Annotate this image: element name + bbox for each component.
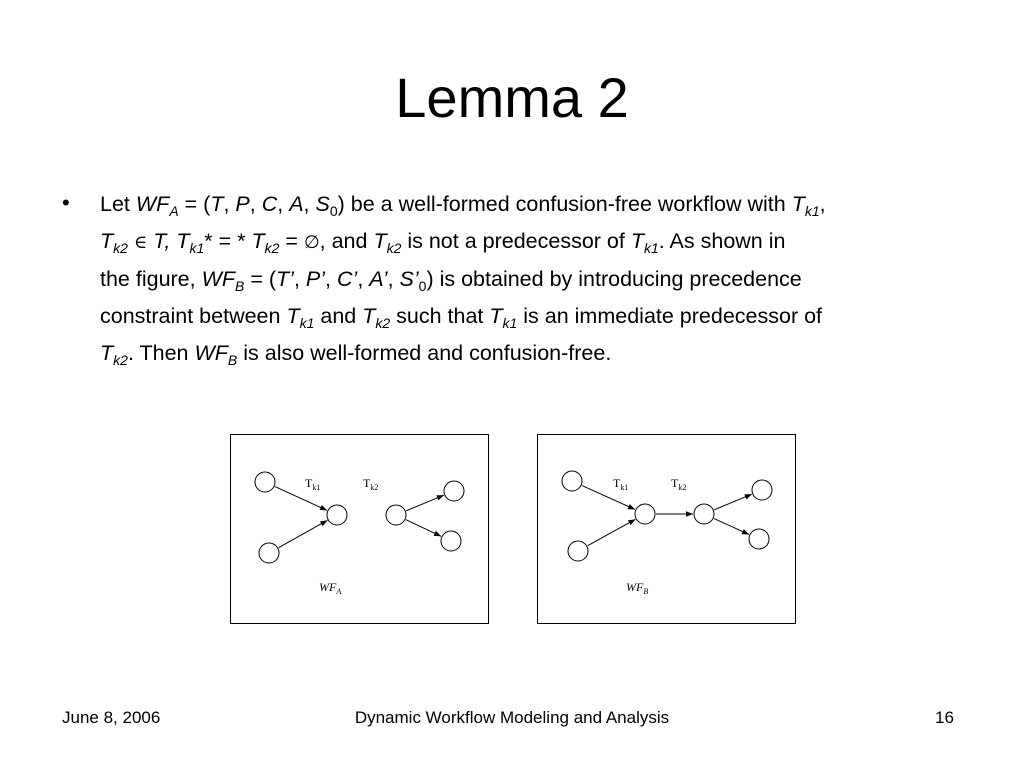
lemma-line <box>100 298 980 335</box>
workflow-label <box>626 580 648 596</box>
text-run: Let <box>100 192 136 216</box>
flow-arrow <box>588 519 636 545</box>
output-place-bottom <box>749 529 769 549</box>
workflow-label-main: WF <box>319 580 337 594</box>
workflow-label-main: WF <box>626 580 644 594</box>
text-run: , <box>277 192 290 216</box>
input-place-top <box>562 471 582 491</box>
text-run: , <box>819 192 826 216</box>
subscript: B <box>235 278 245 294</box>
input-place-bottom <box>259 543 279 563</box>
math-symbol: T, T <box>153 229 190 253</box>
label-tk2-main: T <box>671 476 679 490</box>
math-symbol: P’ <box>305 267 326 291</box>
text-run: , <box>293 267 306 291</box>
label-tk2 <box>671 476 686 492</box>
text-run: . As shown in <box>658 229 786 253</box>
label-tk1-sub: k1 <box>312 483 321 492</box>
math-symbol: WF <box>201 267 236 291</box>
page-number: 16 <box>935 708 954 727</box>
math-symbol: WF <box>194 341 228 365</box>
subscript: k2 <box>375 315 391 331</box>
text-run: = ( <box>178 192 211 216</box>
label-tk1-main: T <box>613 476 621 490</box>
text-run: and <box>314 304 363 328</box>
text-run: , <box>223 192 236 216</box>
math-symbol: T <box>373 229 387 253</box>
math-symbol: C <box>261 192 278 216</box>
subscript: k1 <box>299 315 315 331</box>
text-run: , <box>303 192 316 216</box>
text-run: the figure, <box>100 267 202 291</box>
math-operator: ∅ <box>303 232 320 253</box>
text-run: is also well-formed and confusion-free. <box>237 341 612 365</box>
subscript: k2 <box>386 240 402 256</box>
math-symbol: T’ <box>276 267 294 291</box>
workflow-label-sub: A <box>336 587 342 596</box>
text-run: , <box>387 267 400 291</box>
text-run: * = * <box>204 229 252 253</box>
label-tk2-sub: k2 <box>370 483 379 492</box>
math-symbol: S’ <box>399 267 419 291</box>
flow-arrow <box>714 494 752 510</box>
node-tk1 <box>635 504 655 524</box>
workflow-label-sub: B <box>643 587 649 596</box>
label-tk1 <box>305 476 320 492</box>
math-symbol: S <box>315 192 330 216</box>
lemma-line <box>100 223 980 261</box>
flow-arrow <box>406 520 441 537</box>
output-place-top <box>444 481 464 501</box>
label-tk2-main: T <box>363 476 371 490</box>
math-symbol: T <box>791 192 805 216</box>
math-symbol: T <box>630 229 644 253</box>
node-tk1 <box>327 505 347 525</box>
subscript: 0 <box>329 203 338 219</box>
math-symbol: A <box>289 192 304 216</box>
footer-title: Dynamic Workflow Modeling and Analysis <box>354 708 670 727</box>
label-tk1 <box>613 476 628 492</box>
input-place-bottom <box>568 541 588 561</box>
subscript: k1 <box>643 240 659 256</box>
text-run: = ( <box>244 267 277 291</box>
subscript: k1 <box>189 240 205 256</box>
diagram-wf-a <box>231 435 490 625</box>
subscript: k1 <box>804 203 820 219</box>
figure-wf-b <box>537 434 796 624</box>
node-tk2 <box>386 505 406 525</box>
input-place-top <box>255 472 275 492</box>
math-symbol: T <box>489 304 503 328</box>
output-place-bottom <box>441 531 461 551</box>
subscript: k2 <box>113 352 128 368</box>
workflow-label <box>319 580 341 596</box>
subscript: A <box>169 203 179 219</box>
slide-title: Lemma 2 <box>395 66 629 129</box>
output-place-top <box>752 480 772 500</box>
flow-arrow <box>714 519 749 535</box>
label-tk1-sub: k1 <box>620 483 629 492</box>
diagram-wf-b <box>538 435 797 625</box>
text-run: such that <box>390 304 490 328</box>
subscript: k1 <box>502 315 518 331</box>
lemma-line <box>100 261 980 298</box>
math-symbol: C’ <box>337 267 358 291</box>
text-run: ) be a well-formed confusion-free workflow with <box>337 192 792 216</box>
subscript: k2 <box>113 240 128 256</box>
math-symbol: WF <box>135 192 170 216</box>
lemma-statement <box>100 186 980 372</box>
math-operator: ∈ <box>133 232 148 253</box>
node-tk2 <box>694 504 714 524</box>
lemma-line <box>100 186 980 223</box>
text-run: , and <box>319 229 374 253</box>
flow-arrow <box>406 495 444 511</box>
figure-wf-a <box>230 434 489 624</box>
text-run: , <box>325 267 337 291</box>
text-run: . Then <box>127 341 195 365</box>
subscript: B <box>227 352 238 368</box>
text-run: , <box>357 267 370 291</box>
text-run: is an immediate predecessor of <box>517 304 823 328</box>
label-tk2 <box>363 476 378 492</box>
math-symbol: A’ <box>369 267 388 291</box>
math-symbol: T <box>100 341 114 365</box>
flow-arrow <box>279 520 328 547</box>
footer-date: June 8, 2006 <box>62 708 161 727</box>
text-run: , <box>249 192 262 216</box>
math-symbol: T <box>210 192 224 216</box>
subscript: k2 <box>264 240 280 256</box>
lemma-line <box>100 335 980 372</box>
math-symbol: T <box>100 229 114 253</box>
math-symbol: T <box>251 229 265 253</box>
subscript: 0 <box>418 278 427 294</box>
label-tk2-sub: k2 <box>678 483 687 492</box>
text-run: = <box>279 229 304 253</box>
math-symbol: P <box>235 192 250 216</box>
label-tk1-main: T <box>305 476 313 490</box>
math-symbol: T <box>286 304 300 328</box>
bullet-marker: • <box>62 190 70 215</box>
text-run: constraint between <box>100 304 287 328</box>
text-run: is not a predecessor of <box>401 229 631 253</box>
text-run: ) is obtained by introducing precedence <box>426 267 802 291</box>
math-symbol: T <box>362 304 376 328</box>
